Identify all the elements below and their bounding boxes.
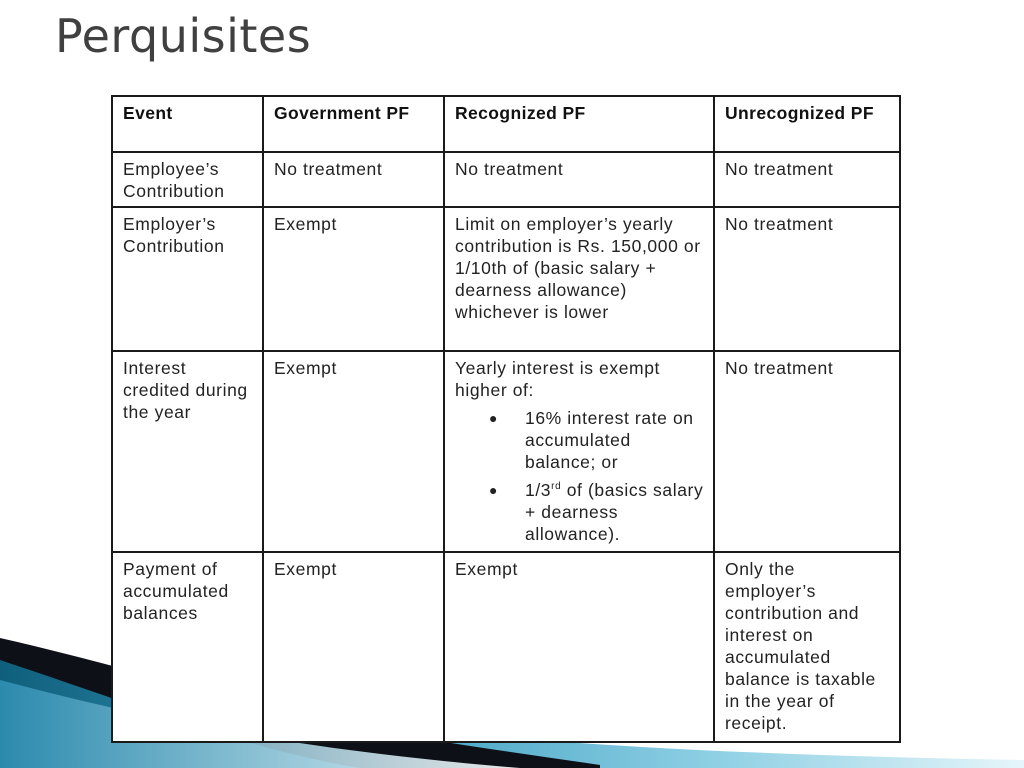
header-recognized-pf: Recognized PF — [444, 96, 714, 152]
cell-government: Exempt — [263, 351, 444, 552]
cell-event: Employee’s Contribution — [112, 152, 263, 207]
header-unrecognized-pf: Unrecognized PF — [714, 96, 900, 152]
table-row — [112, 351, 900, 552]
table-header-row — [112, 96, 900, 152]
cell-unrecognized: No treatment — [714, 152, 900, 207]
bullet-icon: ● — [489, 410, 499, 426]
cell-government: Exempt — [263, 207, 444, 351]
table-row — [112, 152, 900, 207]
bullet-text: 16% interest rate on accumulated balance; or — [525, 408, 694, 472]
cell-recognized: Exempt — [444, 552, 714, 742]
bullet-text-post: of (basics salary + dearness allowance). — [525, 480, 704, 544]
cell-government: No treatment — [263, 152, 444, 207]
cell-unrecognized: Only the employer’s contribution and interest on accumulated balance is taxable in the year of receipt. — [714, 552, 900, 742]
cell-unrecognized: No treatment — [714, 207, 900, 351]
header-government-pf: Government PF — [263, 96, 444, 152]
recognized-interest-list — [455, 407, 704, 545]
cell-recognized — [444, 351, 714, 552]
bullet-icon: ● — [489, 482, 499, 498]
bullet-text-pre: 1/3 — [525, 480, 552, 500]
cell-event: Interest credited during the year — [112, 351, 263, 552]
cell-unrecognized: No treatment — [714, 351, 900, 552]
header-event: Event — [112, 96, 263, 152]
table-row — [112, 207, 900, 351]
bullet-superscript: rd — [551, 481, 562, 492]
cell-event: Employer’s Contribution — [112, 207, 263, 351]
cell-government: Exempt — [263, 552, 444, 742]
recognized-interest-intro: Yearly interest is exempt higher of: — [455, 358, 660, 400]
cell-recognized: Limit on employer’s yearly contribution is Rs. 150,000 or 1/10th of (basic salary + dearness allowance) whichever is lower — [444, 207, 714, 351]
list-item — [455, 407, 704, 473]
slide-title: Perquisites — [55, 9, 312, 63]
table-row — [112, 552, 900, 742]
perquisites-table — [111, 95, 901, 743]
cell-event: Payment of accumulated balances — [112, 552, 263, 742]
list-item — [455, 479, 704, 545]
cell-recognized: No treatment — [444, 152, 714, 207]
